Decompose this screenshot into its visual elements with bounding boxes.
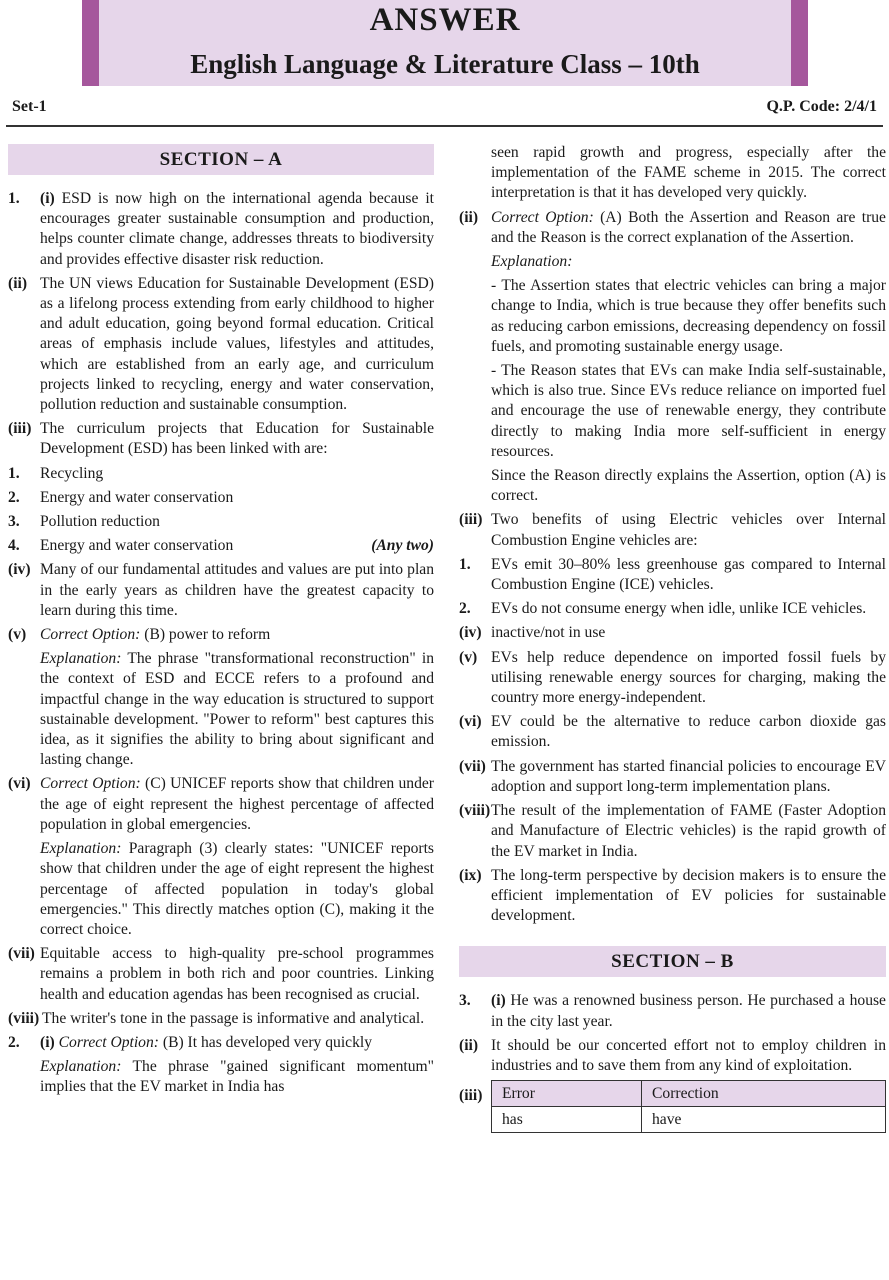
q2-iii-label: (iii): [459, 511, 483, 529]
q2-ii-explanation-1: - The Assertion states that electric vehicles can bring a major change to India, which is true because they offer benefits such as reducing carbon emissions, decreasing dependency on fossil fuels, and promoting sustainable energy usage.: [491, 277, 886, 355]
correct-option-label: Correct Option:: [491, 208, 594, 226]
q1-iii-label: (iii): [8, 420, 32, 438]
q1-number: 1.: [8, 190, 20, 207]
q1-ii: [8, 274, 434, 415]
title-banner: [82, 0, 808, 86]
q1-vii: [8, 944, 434, 1005]
q1-i-text: ESD is now high on the international agenda because it encourages greater sustainable consumption and production, helps counter climate change, addresses threats to biodiversity and provides effective disaster risk reduction.: [40, 190, 434, 268]
q1-vi-explanation-text: Paragraph (3) clearly states: "UNICEF reports show that children under the age of eight represent the highest percentage of affected population in today's global emergencies." This directly matches option (C), making it the correct choice.: [40, 840, 435, 938]
list-item: [459, 555, 886, 595]
q1-i-label: (i): [40, 190, 55, 207]
q2-v-text: EVs help reduce dependence on imported fossil fuels by utilising renewable energy sources for charging, making the country more energy-independent.: [491, 648, 886, 707]
correct-option-label: Correct Option:: [40, 626, 141, 644]
q2-i-explanation-text: The phrase "gained significant momentum" implies that the EV market in India has: [40, 1058, 434, 1096]
list-item-number: 2.: [8, 488, 20, 506]
table-cell-error: has: [492, 1107, 642, 1133]
page-subtitle: English Language & Literature Class – 10th: [190, 49, 700, 79]
q2-v: [459, 648, 886, 709]
q2-vi-label: (vi): [459, 713, 482, 731]
q1-v-explanation: [8, 649, 434, 770]
q2-iv: [459, 623, 886, 643]
q2-ii: [459, 208, 886, 248]
q2-vii-text: The government has started financial policies to encourage EV adoption and support long-term implementation plans.: [491, 757, 886, 795]
header-divider: [6, 125, 883, 127]
explanation-label: Explanation:: [40, 840, 122, 858]
q2-i: [8, 1033, 434, 1053]
table-row: [492, 1107, 886, 1133]
q2-vi-text: EV could be the alternative to reduce carbon dioxide gas emission.: [491, 713, 886, 751]
q3-ii-label: (ii): [459, 1036, 479, 1054]
q2-vii: [459, 757, 886, 797]
q1-vii-label: (vii): [8, 945, 35, 963]
q1-v-option: (B) power to reform: [144, 626, 271, 644]
list-item-number: 1.: [459, 555, 471, 573]
q2-ii-explanation-2: - The Reason states that EVs can make India self-sustainable, which is also true. Since EVs reduce reliance on imported fuel and encourage the use of renewable energy, they contribute directly to making India more self-sufficient in energy resources.: [491, 362, 886, 460]
q1-viii-text: The writer's tone in the passage is informative and analytical.: [42, 1009, 425, 1027]
q1-ii-label: (ii): [8, 274, 28, 292]
q2-vi: [459, 712, 886, 752]
q1-viii-label: (viii): [8, 1009, 40, 1027]
q2-viii-label: (viii): [459, 802, 491, 820]
q1-vi-explanation: [8, 839, 434, 940]
explanation-label: Explanation:: [40, 650, 122, 668]
correct-option-label: Correct Option:: [58, 1033, 159, 1051]
list-item-number: 3.: [8, 513, 20, 531]
q1-iii-text: The curriculum projects that Education for Sustainable Development (ESD) has been linked with are:: [40, 420, 434, 458]
section-a-heading: SECTION – A: [8, 144, 434, 175]
left-column: [8, 144, 434, 1102]
q2-ii-explanation-3: Since the Reason directly explains the Assertion, option (A) is correct.: [491, 467, 886, 505]
list-item: [8, 488, 434, 508]
q1-v: [8, 625, 434, 645]
q2-ii-label: (ii): [459, 208, 479, 226]
q1-iv: [8, 560, 434, 621]
set-row: [12, 98, 877, 124]
list-item: [8, 536, 434, 556]
q2-iii: [459, 510, 886, 550]
q2-i-explanation-continued: seen rapid growth and progress, especially after the implementation of the FAME scheme in 2015. The correct interpretation is that it has developed very quickly.: [491, 144, 886, 202]
explanation-label: Explanation:: [40, 1058, 122, 1076]
list-item-text: Energy and water conservation: [40, 488, 234, 506]
right-column: [459, 143, 886, 1137]
q1-viii: [8, 1009, 434, 1029]
error-correction-table: [491, 1080, 886, 1133]
q1-vi: [8, 774, 434, 835]
q3-i-label: (i): [491, 992, 506, 1010]
q2-vii-label: (vii): [459, 757, 486, 775]
section-b-heading: SECTION – B: [459, 946, 886, 977]
page-title: ANSWER: [369, 2, 521, 38]
table-header-error: Error: [492, 1081, 642, 1107]
q2-viii: [459, 801, 886, 862]
q3-iii-label: (iii): [459, 1087, 483, 1105]
q3-ii: [459, 1036, 886, 1076]
q1-vii-text: Equitable access to high-quality pre-school programmes remains a problem in both rich and poor countries. Linking health and education agendas has been recognised as crucial.: [40, 945, 434, 1003]
q2-iv-label: (iv): [459, 624, 482, 642]
q3-number: 3.: [459, 992, 471, 1010]
list-item: [8, 512, 434, 532]
q3-i-text: He was a renowned business person. He purchased a house in the city last year.: [491, 992, 886, 1030]
any-two-note: (Any two): [371, 537, 434, 555]
q2-i-label: (i): [40, 1033, 55, 1051]
list-item-number: 2.: [459, 600, 471, 618]
q2-viii-text: The result of the implementation of FAME (Faster Adoption and Manufacture of Electric vehicles) is the rapid growth of the EV market in India.: [491, 802, 886, 860]
list-item-text: EVs do not consume energy when idle, unlike ICE vehicles.: [491, 600, 867, 618]
q1-vi-label: (vi): [8, 775, 31, 793]
list-item-text: Energy and water conservation: [40, 537, 234, 555]
q2-ix-text: The long-term perspective by decision makers is to ensure the efficient implementation of EV policies for sustainable development.: [491, 866, 886, 925]
q3-iii: [459, 1080, 886, 1133]
qp-code: Q.P. Code: 2/4/1: [766, 98, 877, 115]
q2-iii-text: Two benefits of using Electric vehicles over Internal Combustion Engine vehicles are:: [491, 511, 886, 549]
q1-i: [8, 189, 434, 270]
q3-ii-text: It should be our concerted effort not to employ children in industries and to save them from any kind of exploitation.: [491, 1036, 886, 1074]
q2-ix-label: (ix): [459, 866, 482, 884]
correct-option-label: Correct Option:: [40, 775, 141, 793]
q1-v-label: (v): [8, 626, 27, 644]
q1-iv-label: (iv): [8, 561, 31, 579]
q2-number: 2.: [8, 1033, 20, 1051]
q3-i: [459, 991, 886, 1031]
q1-iv-text: Many of our fundamental attitudes and values are put into plan in the early years as children have the greatest capacity to learn during this time.: [40, 561, 434, 619]
q2-ix: [459, 866, 886, 927]
list-item-number: 1.: [8, 464, 20, 482]
list-item-text: Pollution reduction: [40, 513, 160, 531]
list-item-number: 4.: [8, 537, 20, 555]
q2-iv-text: inactive/not in use: [491, 624, 606, 642]
list-item-text: EVs emit 30–80% less greenhouse gas compared to Internal Combustion Engine (ICE) vehicles.: [491, 555, 886, 594]
q2-ii-option: (A) Both the Assertion and Reason are true and the Reason is the correct explanation of the Assertion.: [491, 208, 886, 246]
table-header-correction: Correction: [642, 1081, 886, 1107]
list-item: [8, 464, 434, 484]
list-item-text: Recycling: [40, 464, 104, 482]
list-item: [459, 599, 886, 619]
q2-i-option: (B) It has developed very quickly: [162, 1033, 373, 1051]
q2-i-explanation: [8, 1057, 434, 1097]
table-cell-correction: have: [642, 1107, 886, 1133]
set-label: Set-1: [12, 98, 47, 115]
table-header-row: [492, 1081, 886, 1107]
explanation-label: Explanation:: [491, 253, 573, 271]
q1-vi-option: (C) UNICEF reports show that children under the age of eight represent the highest percentage of affected population in global emergencies.: [40, 775, 434, 833]
q2-v-label: (v): [459, 648, 478, 666]
q1-iii: [8, 419, 434, 459]
q1-v-explanation-text: The phrase "transformational reconstruction" in the context of ESD and ECCE refers to a profound and impactful change in the way education is structured to support sustainable development. "Power to reform" best captures this idea, as it signifies the ability to bring about significant and lasting change.: [40, 650, 435, 769]
q1-ii-text: The UN views Education for Sustainable Development (ESD) as a lifelong process extending from early childhood to higher and adult education, going beyond formal education. Critical areas of emphasis include values, lifestyles and attitudes, which are established from an early age, and curriculum projects linked to recycling, energy and water conservation, pollution reduction and sustainable consumption.: [40, 274, 434, 414]
